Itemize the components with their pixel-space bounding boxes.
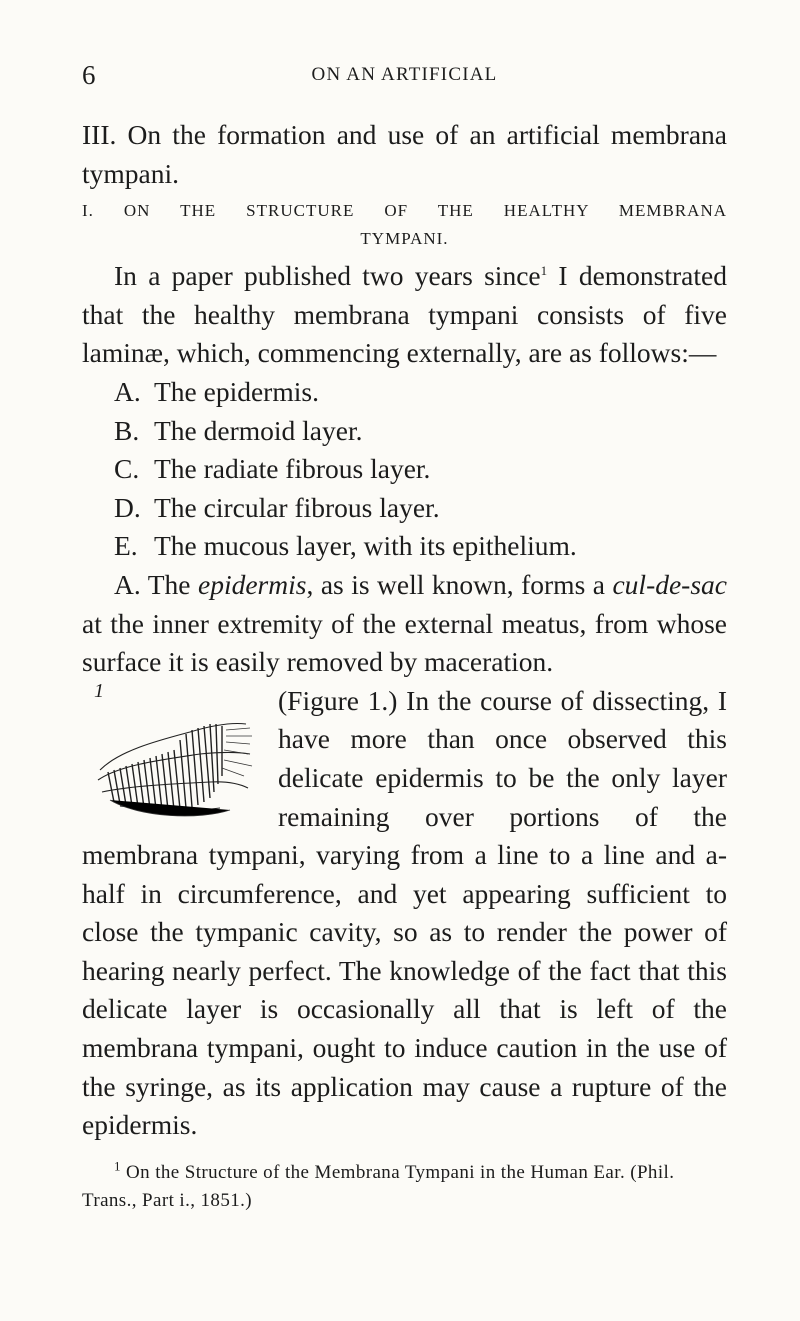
figure-1: [82, 679, 264, 830]
paragraph-lead: A. The: [114, 568, 198, 600]
list-item: [82, 450, 727, 489]
page-header: [82, 60, 727, 96]
list-letter: D.: [114, 491, 141, 523]
section-title: III. On the formation and use of an artificial membrana tympani.: [82, 119, 727, 189]
list-text: The mucous layer, with its epithelium.: [154, 530, 577, 562]
laminae-list: [82, 373, 727, 566]
page: [82, 60, 727, 1215]
subheading-line-1: I. ON THE STRUCTURE OF THE HEALTHY MEMBRANA: [82, 201, 727, 221]
paragraph-dissection: (Figure 1.) In the course of dissecting, I have more than once observed this delicate epidermis to be the only layer remaining over portions of the membrana tympani, varying from a line to a line and a-half in circumference, and yet appearing sufficient to close the tympanic cavity, so as to render the power of hearing nearly perfect. The knowledge of the fact that this delicate layer is occasionally all that is left of the membrana tympani, ought to induce caution in the use of the syringe, as its application may cause a rupture of the epidermis.: [82, 684, 727, 1141]
intro-paragraph: [82, 257, 727, 373]
figure-label: 1: [94, 679, 104, 702]
paragraph-text: , as is well known, forms a: [306, 568, 613, 600]
list-text: The dermoid layer.: [154, 414, 363, 446]
list-text: The circular fibrous layer.: [154, 491, 440, 523]
page-number: 6: [82, 60, 96, 90]
list-item: [82, 489, 727, 528]
paragraph-epidermis: [82, 566, 727, 682]
intro-text-continued: I demonstrated that the healthy membrana tympani consists of five laminæ, which, commencing externally, are as follows:—: [82, 260, 727, 369]
intro-text: In a paper published two years since: [114, 260, 541, 292]
running-head: ON AN ARTIFICIAL: [311, 64, 498, 85]
footnote: [82, 1159, 727, 1215]
list-text: The epidermis.: [154, 375, 319, 407]
list-letter: C.: [114, 453, 140, 485]
paragraph-text-continued: at the inner extremity of the external meatus, from whose surface it is easily removed by maceration.: [82, 607, 727, 678]
list-item: [82, 527, 727, 566]
list-letter: A.: [114, 375, 141, 407]
list-item: [82, 373, 727, 412]
footnote-mark: 1: [114, 1158, 121, 1174]
footnote-text-line: [82, 1159, 727, 1215]
term-cul-de-sac: cul-de-sac: [612, 568, 727, 600]
term-epidermis: epidermis: [197, 568, 307, 600]
list-text: The radiate fibrous layer.: [154, 453, 431, 485]
list-item: [82, 412, 727, 451]
subheading: [82, 197, 727, 253]
subheading-line-2: TYMPANI.: [360, 229, 449, 249]
epidermis-illustration: [90, 710, 256, 822]
footnote-text: On the Structure of the Membrana Tympani in the Human Ear. (Phil. Trans., Part i., 1851.): [82, 1161, 675, 1211]
list-letter: E.: [114, 530, 138, 562]
list-letter: B.: [114, 414, 140, 446]
footnote-reference: 1: [540, 263, 548, 279]
